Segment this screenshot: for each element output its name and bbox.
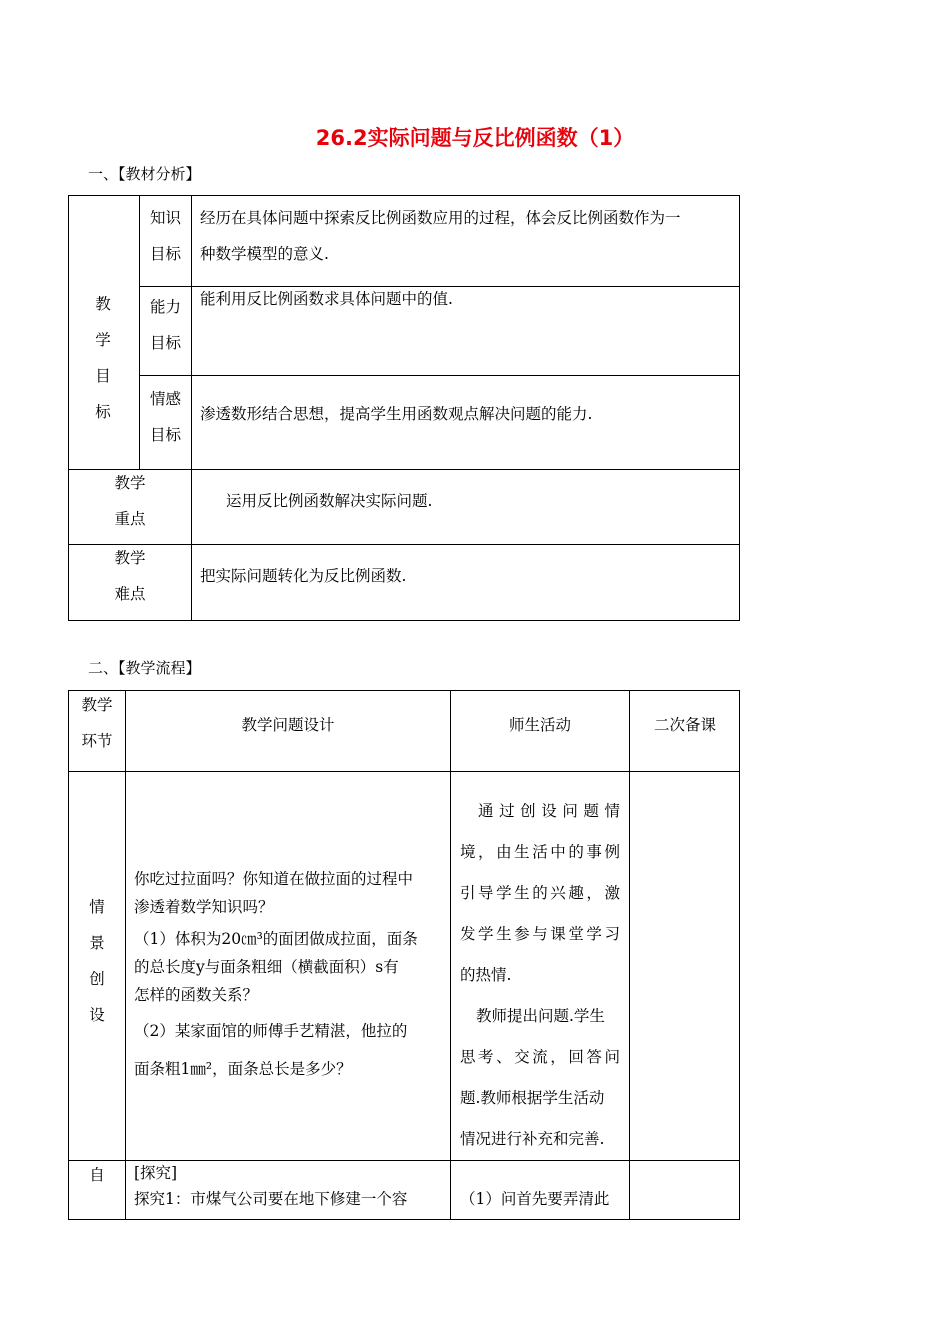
section-heading-analysis: 一、【教材分析】 [88,165,201,183]
header-design: 教学问题设计 [241,716,335,734]
ability-goal-content: 能利用反比例函数求具体问题中的值. [200,290,453,308]
header-activity: 师生活动 [508,716,571,734]
emotion-goal-content: 渗透数形结合思想，提高学生用函数观点解决问题的能力. [200,405,593,423]
header-stage: 教学 环节 [81,696,113,750]
difficulty-content: 把实际问题转化为反比例函数. [200,567,407,585]
section-heading-process: 二、【教学流程】 [88,659,201,677]
knowledge-goal-content: 经历在具体问题中探索反比例函数应用的过程，体会反比例函数作为一 种数学模型的意义. [200,209,681,263]
scenario-design: 你吃过拉面吗？你知道在做拉面的过程中 渗透着数学知识吗？ （1）体积为20㎝³的面团做成拉面，面条 的总长度y与面条粗细（横截面积）s有 怎样的函数关系？ （2）某家面馆的师傅手艺精湛，他拉的 面条粗1㎜²，面条总长是多少？ [134,870,418,1078]
self-activity: （1）问首先要弄清此 [460,1190,610,1208]
difficulty-label: 教学 难点 [114,549,146,603]
self-design: [探究] 探究1：市煤气公司要在地下修建一个容 [134,1164,408,1208]
goals-label: 教 学 目 标 [95,295,111,421]
knowledge-goal-label: 知识 目标 [149,209,181,263]
scenario-activity: 通过创设问题情 境，由生活中的事例 引导学生的兴趣，激 发学生参与课堂学习 的热情. 教师提出问题.学生 思考、交流，回答问 题.教师根据学生活动 情况进行补充和完善. [460,802,620,1148]
ability-goal-label: 能力 目标 [149,298,181,352]
emotion-goal-label: 情感 目标 [149,390,181,444]
page-title: 26.2实际问题与反比例函数（1） [315,126,635,150]
header-notes: 二次备课 [653,716,716,734]
key-point-content: 运用反比例函数解决实际问题. [226,492,433,510]
stage-scenario: 情 景 创 设 [89,898,105,1024]
key-point-label: 教学 重点 [114,474,146,528]
stage-self: 自 [89,1166,105,1184]
